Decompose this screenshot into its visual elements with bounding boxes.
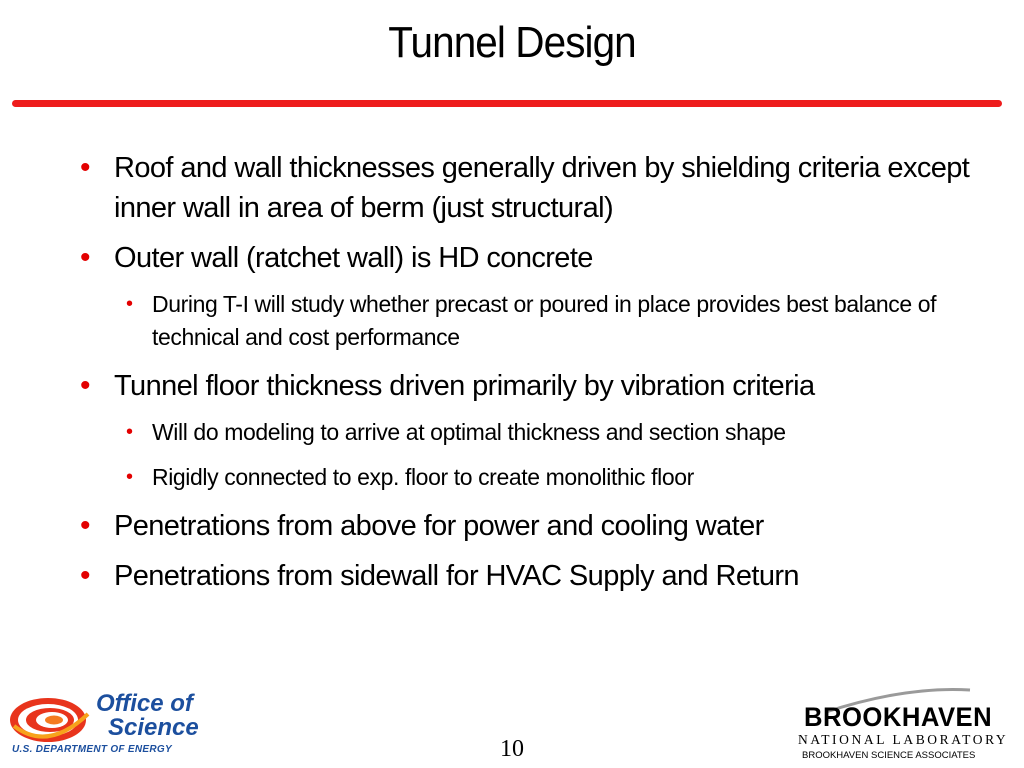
- bnl-associates-text: BROOKHAVEN SCIENCE ASSOCIATES: [802, 750, 976, 761]
- bullet-text: During T-I will study whether precast or poured in place provides best balance of technical and cost performance: [152, 291, 937, 350]
- bullet-item: [78, 366, 978, 406]
- title-underline: [12, 100, 1002, 107]
- bullet-dot-icon: •: [80, 241, 90, 274]
- bullet-text: Penetrations from sidewall for HVAC Supply and Return: [114, 560, 799, 592]
- brookhaven-logo: [786, 686, 1016, 764]
- bullet-dot-icon: •: [126, 421, 133, 443]
- bullet-text: Rigidly connected to exp. floor to create monolithic floor: [152, 464, 694, 490]
- bullet-dot-icon: •: [126, 466, 133, 488]
- bullet-item: [78, 506, 978, 546]
- bullet-dot-icon: •: [80, 509, 90, 542]
- slide-title: Tunnel Design: [388, 18, 636, 67]
- bullet-text: Will do modeling to arrive at optimal thickness and section shape: [152, 419, 786, 445]
- doe-science-text: Science: [108, 714, 199, 741]
- bullet-text: Outer wall (ratchet wall) is HD concrete: [114, 242, 593, 274]
- doe-department-text: U.S. DEPARTMENT OF ENERGY: [12, 744, 172, 755]
- sub-bullet-item: [78, 461, 978, 494]
- bullet-text: Tunnel floor thickness driven primarily by vibration criteria: [114, 370, 815, 402]
- bnl-name-text: BROOKHAVEN: [804, 702, 993, 732]
- bullet-dot-icon: •: [80, 151, 90, 184]
- sub-bullet-item: [78, 288, 978, 354]
- page-number: 10: [500, 736, 524, 762]
- bullet-dot-icon: •: [126, 293, 133, 315]
- doe-office-text: Office of: [96, 690, 193, 717]
- bullet-text: Penetrations from above for power and cooling water: [114, 510, 764, 542]
- bullet-text: Roof and wall thicknesses generally driven by shielding criteria except inner wall in area of berm (just structural): [114, 152, 970, 224]
- bullet-item: [78, 148, 978, 228]
- sub-bullet-item: [78, 416, 978, 449]
- bullet-dot-icon: •: [80, 369, 90, 402]
- bullet-list: [78, 148, 978, 606]
- bullet-dot-icon: •: [80, 559, 90, 592]
- bullet-item: [78, 238, 978, 278]
- bullet-item: [78, 556, 978, 596]
- bnl-lab-text: NATIONAL LABORATORY: [798, 732, 1009, 747]
